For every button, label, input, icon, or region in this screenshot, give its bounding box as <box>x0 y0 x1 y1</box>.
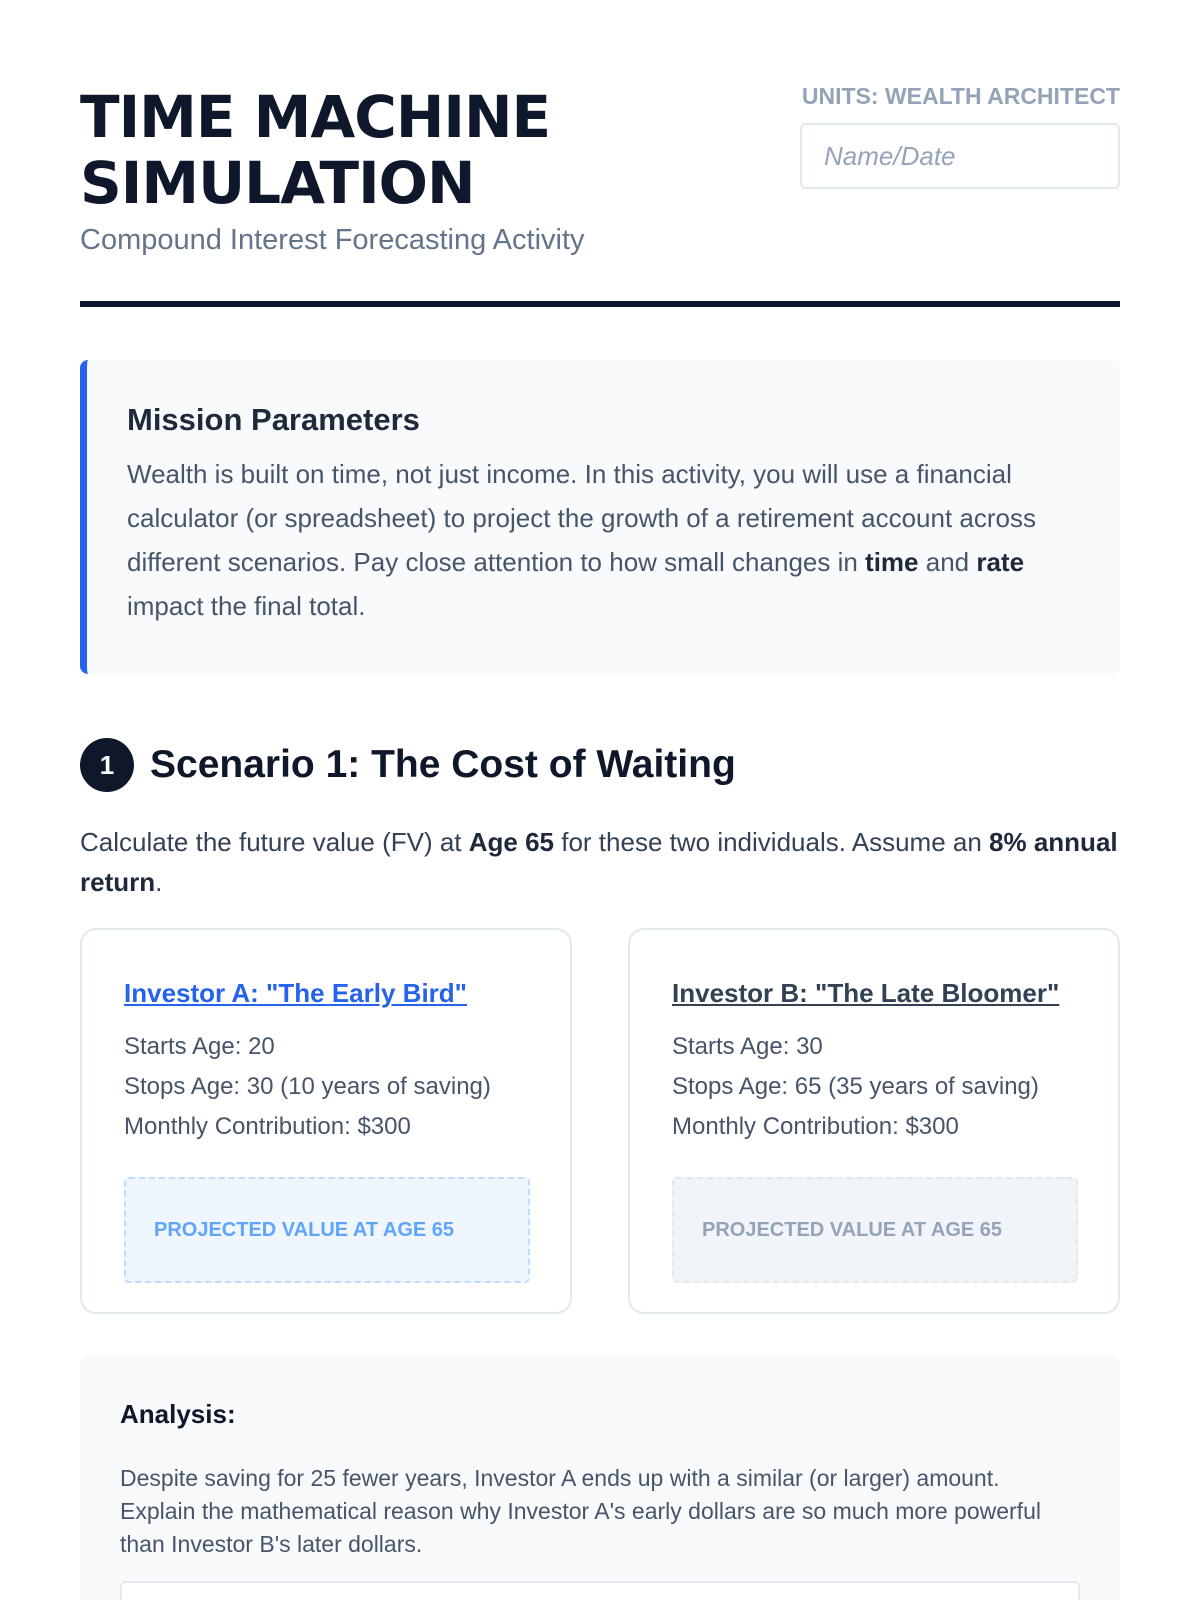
intro-text-part: for these two individuals. Assume an <box>554 827 990 857</box>
investor-a-title: Investor A: "The Early Bird" <box>124 978 467 1008</box>
name-date-input[interactable] <box>800 123 1120 189</box>
analysis-question: Despite saving for 25 fewer years, Investor A ends up with a similar (or larger) amount. Explain the mathematical reason why Investor A's early dollars are so much more powerful than Investor B's later dollars. <box>120 1465 1041 1557</box>
investor-b-stops: Stops Age: 65 (35 years of saving) <box>672 1073 1039 1100</box>
page-title: TIME MACHINE SIMULATION <box>80 83 551 217</box>
investor-a-projected-value-field[interactable] <box>124 1177 530 1283</box>
mission-text-part: impact the final total. <box>127 591 366 621</box>
page-header <box>80 0 1120 307</box>
mission-text <box>127 452 1080 628</box>
investor-a-stops: Stops Age: 30 (10 years of saving) <box>124 1073 491 1100</box>
meta-block <box>800 80 1120 189</box>
intro-text-part: Calculate the future value (FV) at <box>80 827 469 857</box>
title-block <box>80 84 640 257</box>
intro-text-part: . <box>155 867 163 897</box>
mission-bold-time: time <box>865 547 919 577</box>
investor-b-card <box>628 928 1120 1314</box>
scenario-1-heading <box>80 738 736 792</box>
scenario-instructions <box>80 822 1120 902</box>
investor-b-projected-value-field[interactable] <box>672 1177 1078 1283</box>
page-subtitle: Compound Interest Forecasting Activity <box>80 224 585 256</box>
investor-a-contribution: Monthly Contribution: $300 <box>124 1113 411 1140</box>
analysis-title: Analysis: <box>120 1399 236 1429</box>
mission-text-part: and <box>918 547 977 577</box>
mission-bold-rate: rate <box>976 547 1025 577</box>
investor-a-card <box>80 928 572 1314</box>
analysis-box <box>80 1355 1120 1600</box>
investor-b-contribution: Monthly Contribution: $300 <box>672 1113 959 1140</box>
mission-title: Mission Parameters <box>127 402 420 437</box>
investor-a-starts: Starts Age: 20 <box>124 1033 275 1060</box>
investor-b-title: Investor B: "The Late Bloomer" <box>672 978 1060 1008</box>
scenario-title: Scenario 1: The Cost of Waiting <box>150 743 736 786</box>
projected-value-label: PROJECTED VALUE AT AGE 65 <box>702 1218 1003 1241</box>
analysis-answer-field[interactable] <box>120 1581 1080 1600</box>
projected-value-label: PROJECTED VALUE AT AGE 65 <box>154 1218 455 1241</box>
intro-bold-age: Age 65 <box>468 827 555 857</box>
investor-b-starts: Starts Age: 30 <box>672 1033 823 1060</box>
intro-bold-return: 8% annual return <box>80 827 1118 897</box>
step-number-badge: 1 <box>80 738 134 792</box>
mission-parameters-box <box>80 360 1120 674</box>
units-label: UNITS: WEALTH ARCHITECT <box>801 83 1120 109</box>
mission-text-part: Wealth is built on time, not just income. In this activity, you will use a financial calculator (or spreadsheet) to project the growth of a retirement account across different scenarios. Pay close attention to how small changes in <box>127 459 1036 577</box>
